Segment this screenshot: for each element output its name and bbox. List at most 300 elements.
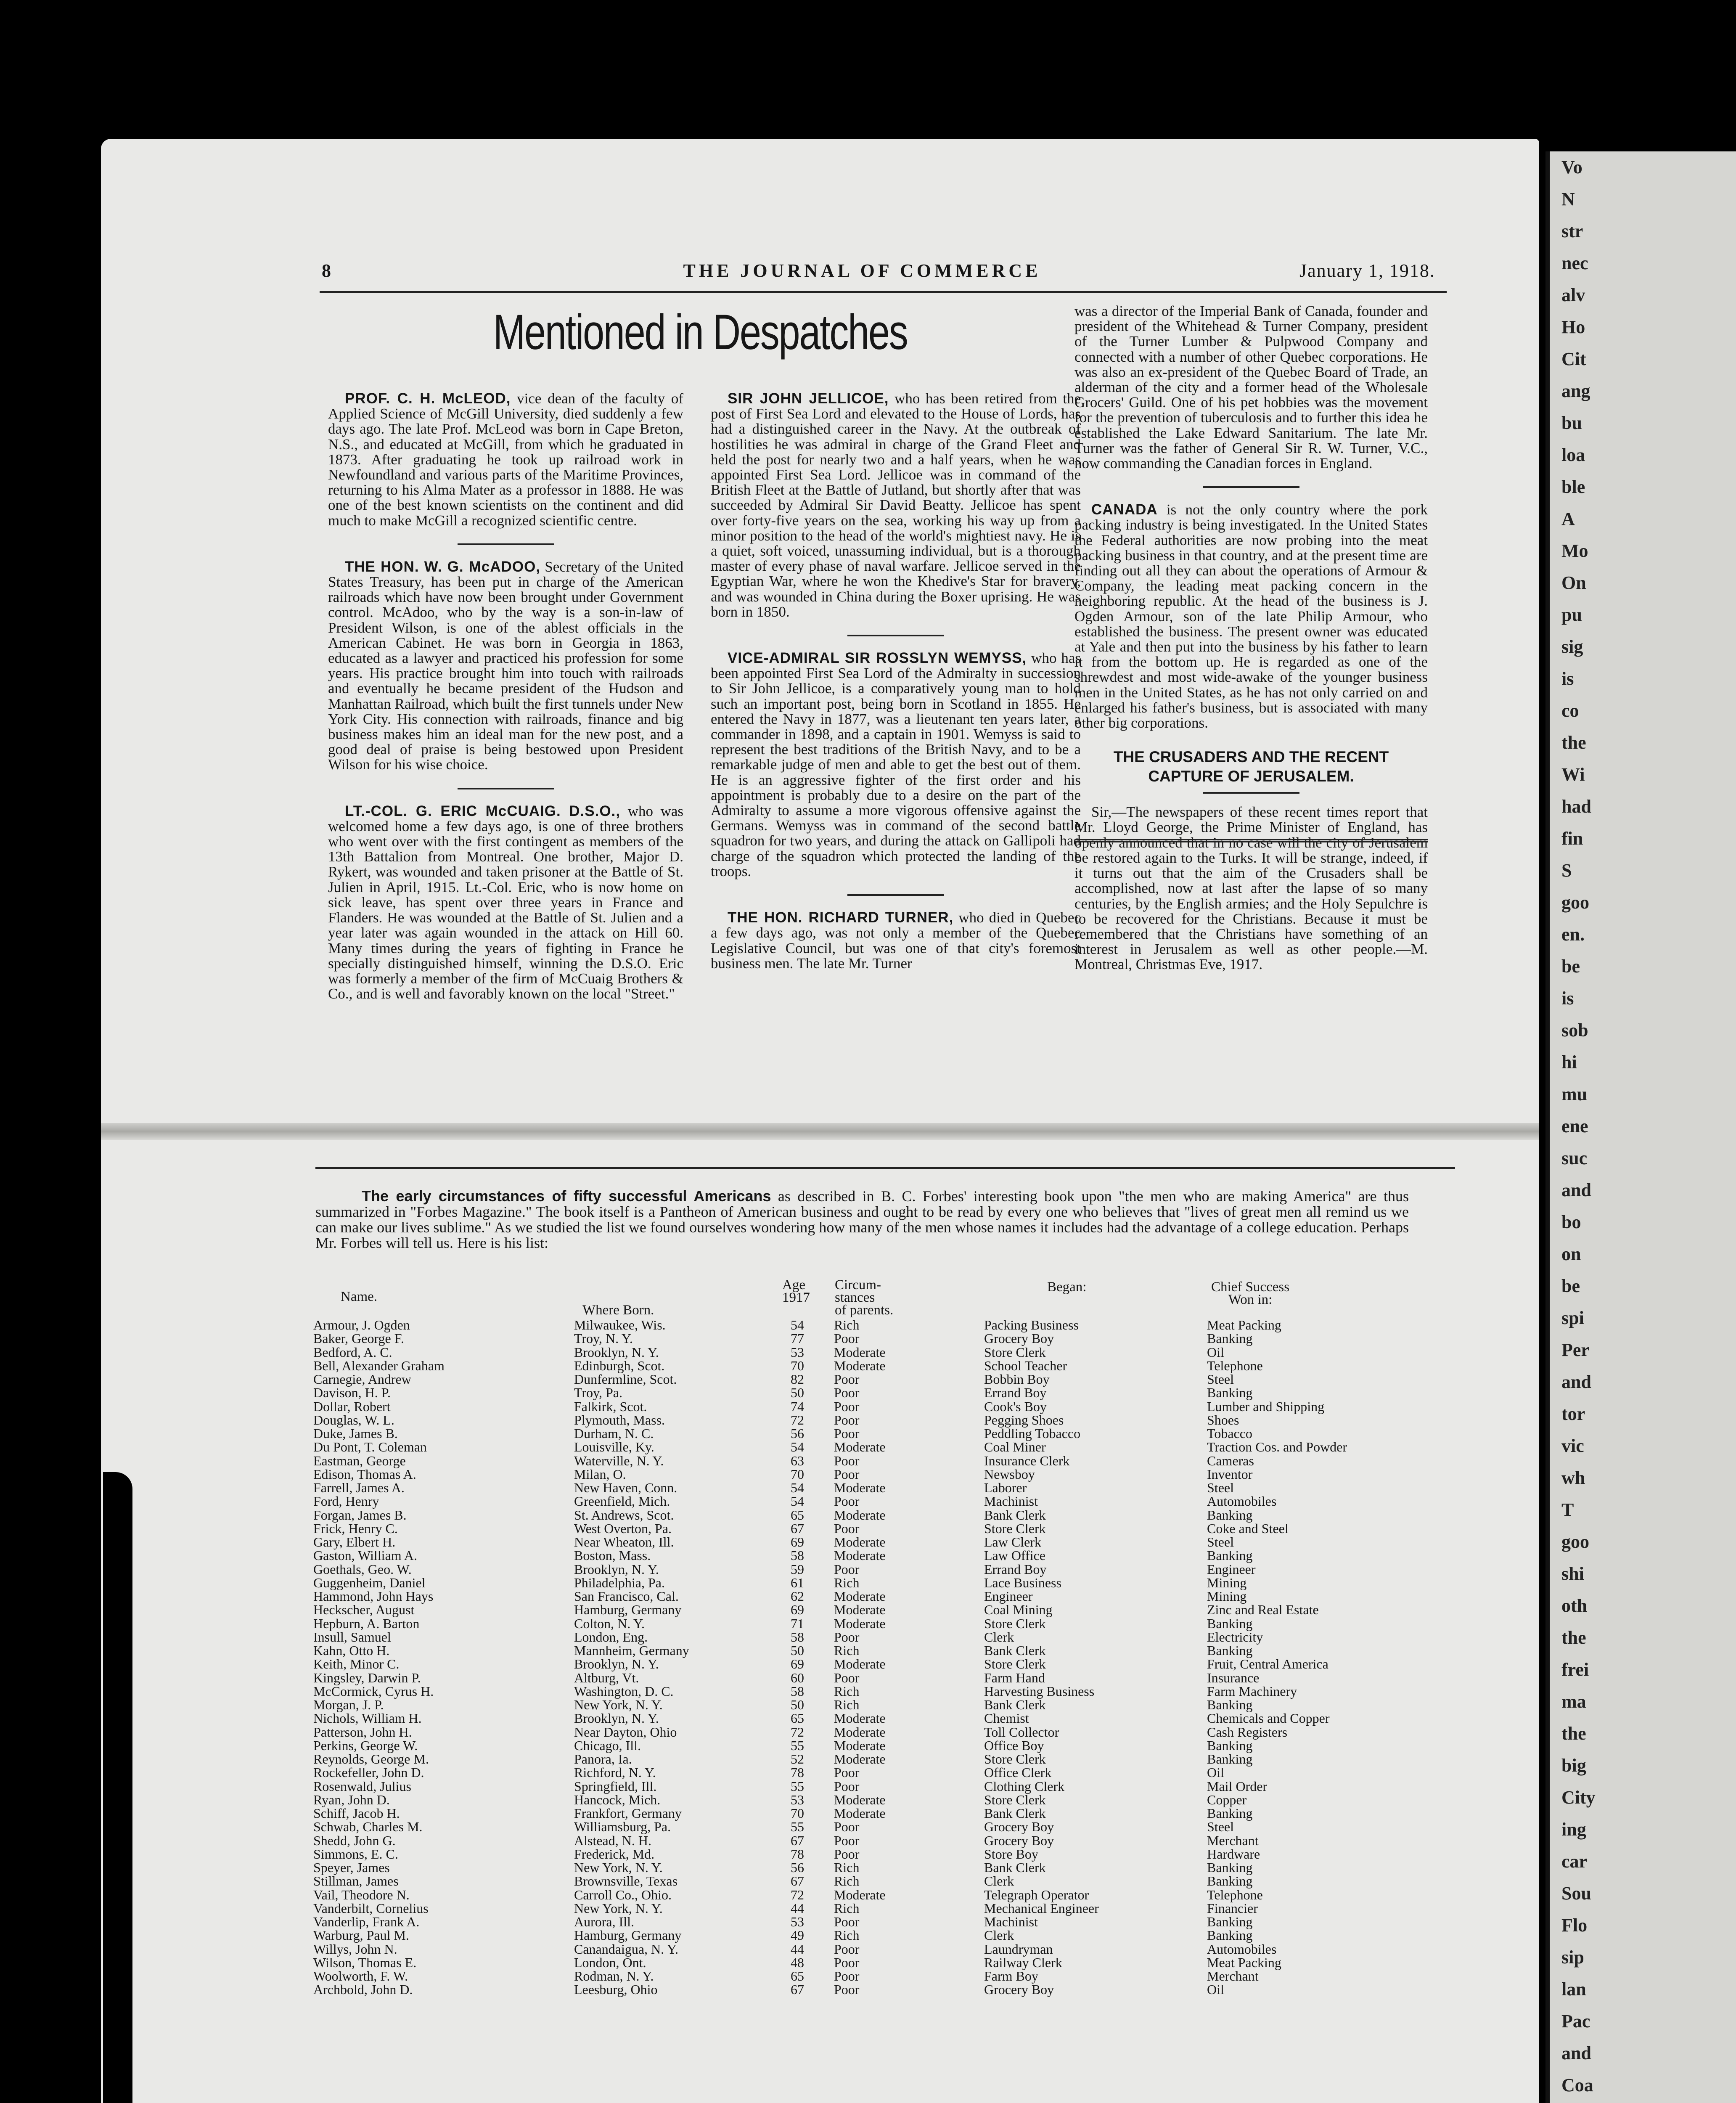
- cell-success: Mining: [1207, 1575, 1247, 1590]
- cell-circumstances: Moderate: [834, 1616, 886, 1631]
- cell-success: Automobiles: [1207, 1494, 1277, 1509]
- article-lead: SIR JOHN JELLICOE,: [728, 390, 889, 407]
- cell-began: Machinist: [984, 1914, 1038, 1929]
- cell-born: New Haven, Conn.: [574, 1480, 677, 1495]
- cell-name: Simmons, E. C.: [313, 1846, 398, 1862]
- table-row: [313, 1928, 1449, 1942]
- fragment-line: A: [1561, 509, 1575, 529]
- cell-name: Shedd, John G.: [313, 1833, 396, 1848]
- cell-began: Law Office: [984, 1548, 1045, 1563]
- cell-began: Store Clerk: [984, 1656, 1046, 1672]
- cell-age: 54: [791, 1480, 804, 1495]
- cell-began: Peddling Tobacco: [984, 1426, 1081, 1441]
- cell-age: 59: [791, 1561, 804, 1577]
- cell-born: Edinburgh, Scot.: [574, 1358, 665, 1373]
- cell-success: Banking: [1207, 1697, 1253, 1712]
- cell-success: Steel: [1207, 1534, 1234, 1549]
- table-row: [313, 1888, 1449, 1902]
- cell-age: 48: [791, 1955, 804, 1970]
- fragment-line: Wi: [1561, 764, 1585, 785]
- cell-circumstances: Moderate: [834, 1656, 886, 1672]
- letter-crusaders: Sir,—The newspapers of these recent times report that Mr. Lloyd George, the Prime Minister of England, has openly announced that in no case will the city of Jerusalem be restored again to the Turks. It will be strange, indeed, if it turns out that the aim of the Crusaders shall be accomplished, now at last after the lapse of so many centuries, by the English armies; and the Holy Sepulchre is to be recovered for the Christians. Because it must be remembered that the Christians have something of an interest in Jerusalem as well as other people.—M. Montreal, Christmas Eve, 1917.: [1074, 804, 1428, 973]
- cell-age: 53: [791, 1792, 804, 1807]
- cell-success: Shoes: [1207, 1412, 1239, 1428]
- cell-born: Richford, N. Y.: [574, 1765, 656, 1780]
- cell-born: Aurora, Ill.: [574, 1914, 635, 1929]
- cell-name: Edison, Thomas A.: [313, 1466, 416, 1482]
- cell-success: Banking: [1207, 1548, 1253, 1563]
- fragment-line: fin: [1561, 828, 1583, 849]
- article-body: is not the only country where the pork packing industry is being investigated. In the United States the Federal authorities are now probing into the meat packing business in that country, and at the present time are finding out all they can about the operations of Armour & Company, the leading meat packing concern in the neighboring republic. At the head of the business is J. Ogden Armour, son of the late Philip Armour, who established the business. The present owner was educated at Yale and then put into the business by his father to learn it from the bottom up. He is regarded as one of the shrewdest and most wide-awake of the younger business men in the United States, as he has not only carried on and enlarged his father's business, but is associated with many other big corporations.: [1074, 501, 1428, 731]
- cell-name: Farrell, James A.: [313, 1480, 405, 1495]
- cell-name: Perkins, George W.: [313, 1737, 418, 1753]
- cell-name: Kingsley, Darwin P.: [313, 1670, 421, 1685]
- cell-name: Stillman, James: [313, 1873, 399, 1889]
- cell-began: Machinist: [984, 1494, 1038, 1509]
- column-right: [1074, 304, 1428, 972]
- table-row: [313, 1413, 1449, 1427]
- cell-began: Bank Clerk: [984, 1860, 1046, 1875]
- fragment-line: Cit: [1561, 349, 1586, 369]
- cell-age: 72: [791, 1724, 804, 1740]
- article-wemyss: [711, 651, 1081, 879]
- table-row: [313, 1400, 1449, 1413]
- cell-began: Store Clerk: [984, 1792, 1046, 1807]
- page-fold: [101, 1123, 1539, 1140]
- article-turner: [711, 910, 1081, 971]
- fragment-line: goo: [1561, 1531, 1589, 1552]
- article-divider: [458, 543, 554, 545]
- cell-began: Farm Boy: [984, 1968, 1038, 1984]
- article-body: who has been appointed First Sea Lord of the Admiralty in succession to Sir John Jellicoe, is a comparatively young man to hold such an important post, being born in Scotland in 1855. He entered the Navy in 1877, was a lieutenant ten years later, a commander in 1898, and a captain in 1901. Wemyss is said to represent the best traditions of the British Navy, and to be a remarkable judge of men and able to get the best out of them. He is an aggressive fighter of the first order and his appointment is probably due to a desire on the part of the Admiralty to assume a more vigorous offensive against the Germans. Wemyss was in command of the second battle squadron for two years, and during the attack on Gallipoli had charge of the squadron which protected the landing of the troops.: [711, 650, 1081, 879]
- fragment-line: Pac: [1561, 2011, 1590, 2031]
- fragment-line: sip: [1561, 1947, 1584, 1968]
- fragment-line: wh: [1561, 1467, 1585, 1488]
- cell-age: 56: [791, 1860, 804, 1875]
- cell-circumstances: Moderate: [834, 1737, 886, 1753]
- cell-success: Merchant: [1207, 1968, 1259, 1984]
- fragment-line: the: [1561, 1723, 1586, 1744]
- cell-success: Merchant: [1207, 1833, 1259, 1848]
- table-row: [313, 1576, 1449, 1589]
- cell-circumstances: Poor: [834, 1982, 860, 1997]
- table-row: [313, 1372, 1449, 1386]
- table-row: [313, 1427, 1449, 1440]
- cell-began: Bank Clerk: [984, 1643, 1046, 1658]
- cell-circumstances: Poor: [834, 1520, 860, 1536]
- fragment-line: frei: [1561, 1659, 1589, 1680]
- cell-success: Inventor: [1207, 1466, 1253, 1482]
- cell-began: Clerk: [984, 1928, 1014, 1943]
- cell-success: Telephone: [1207, 1358, 1263, 1373]
- cell-age: 44: [791, 1900, 804, 1916]
- fragment-line: sob: [1561, 1020, 1588, 1041]
- column-header-born: Where Born.: [582, 1303, 654, 1318]
- column-header-success: Chief Success Won in:: [1211, 1279, 1290, 1307]
- cell-began: Packing Business: [984, 1317, 1079, 1332]
- cell-age: 62: [791, 1589, 804, 1604]
- cell-born: Durham, N. C.: [574, 1426, 654, 1441]
- fragment-line: On: [1561, 572, 1586, 593]
- article-mcleod: [328, 391, 683, 528]
- fragment-line: str: [1561, 221, 1583, 241]
- cell-name: Carnegie, Andrew: [313, 1372, 411, 1387]
- cell-age: 69: [791, 1602, 804, 1618]
- cell-circumstances: Rich: [834, 1317, 860, 1332]
- cell-born: Boston, Mass.: [574, 1548, 651, 1563]
- table-row: [313, 1820, 1449, 1833]
- table-row: [313, 1345, 1449, 1359]
- cell-began: Clerk: [984, 1629, 1014, 1645]
- cell-name: Warburg, Paul M.: [313, 1928, 409, 1943]
- cell-name: McCormick, Cyrus H.: [313, 1683, 434, 1699]
- cell-success: Banking: [1207, 1860, 1253, 1875]
- cell-name: Guggenheim, Daniel: [313, 1575, 426, 1590]
- cell-age: 56: [791, 1426, 804, 1441]
- cell-age: 50: [791, 1385, 804, 1401]
- fragment-line: loa: [1561, 445, 1585, 465]
- fragment-line: the: [1561, 732, 1586, 753]
- cell-success: Banking: [1207, 1806, 1253, 1821]
- cell-circumstances: Poor: [834, 1372, 860, 1387]
- cell-circumstances: Moderate: [834, 1806, 886, 1821]
- cell-name: Forgan, James B.: [313, 1507, 407, 1523]
- cell-began: Engineer: [984, 1589, 1033, 1604]
- cell-name: Insull, Samuel: [313, 1629, 391, 1645]
- fragment-line: suc: [1561, 1148, 1588, 1168]
- fragment-line: bu: [1561, 413, 1582, 433]
- cell-success: Meat Packing: [1207, 1955, 1281, 1970]
- cell-circumstances: Poor: [834, 1670, 860, 1685]
- fragment-line: the: [1561, 1627, 1586, 1648]
- table-row: [313, 1535, 1449, 1549]
- cell-born: Brooklyn, N. Y.: [574, 1656, 659, 1672]
- cell-success: Steel: [1207, 1819, 1234, 1835]
- cell-born: Hamburg, Germany: [574, 1602, 682, 1618]
- cell-began: Errand Boy: [984, 1561, 1047, 1577]
- cell-circumstances: Moderate: [834, 1534, 886, 1549]
- fragment-line: car: [1561, 1851, 1588, 1872]
- cell-age: 70: [791, 1466, 804, 1482]
- cell-born: Louisville, Ky.: [574, 1439, 654, 1455]
- cell-born: Near Wheaton, Ill.: [574, 1534, 674, 1549]
- cell-success: Banking: [1207, 1643, 1253, 1658]
- cell-circumstances: Moderate: [834, 1751, 886, 1767]
- column-header-name: Name.: [341, 1289, 378, 1304]
- cell-began: Pegging Shoes: [984, 1412, 1064, 1428]
- table-row: [313, 1752, 1449, 1766]
- cell-name: Kahn, Otto H.: [313, 1643, 390, 1658]
- cell-success: Banking: [1207, 1616, 1253, 1631]
- cell-circumstances: Poor: [834, 1941, 860, 1957]
- article-body: Secretary of the United States Treasury, has been put in charge of the American railroads which have now been brought under Government control. McAdoo, who by the way is a son-in-law of President Wilson, is one of the ablest officials in the American Cabinet. He was born in Georgia in 1863, educated as a lawyer and practiced his profession for some years. His practice brought him into touch with railroads and eventually he became president of the Hudson and Manhattan Railroad, which built the first tunnels under New York City. His connection with railroads, finance and big business makes him an ideal man for the new post, and a good deal of praise is being bestowed upon President Wilson for his wise choice.: [328, 558, 684, 773]
- cell-born: Rodman, N. Y.: [574, 1968, 654, 1984]
- cell-age: 53: [791, 1914, 804, 1929]
- table-row: [313, 1671, 1449, 1685]
- cell-success: Zinc and Real Estate: [1207, 1602, 1319, 1618]
- cell-name: Rosenwald, Julius: [313, 1778, 411, 1794]
- cell-age: 67: [791, 1520, 804, 1536]
- fragment-line: lan: [1561, 1979, 1586, 2000]
- cell-name: Vanderlip, Frank A.: [313, 1914, 420, 1929]
- fragment-line: ble: [1561, 477, 1585, 497]
- table-row: [313, 1644, 1449, 1657]
- cell-name: Du Pont, T. Coleman: [313, 1439, 427, 1455]
- cell-age: 58: [791, 1683, 804, 1699]
- table-row: [313, 1780, 1449, 1793]
- fragment-line: be: [1561, 956, 1580, 977]
- fragment-line: S: [1561, 860, 1572, 881]
- cell-circumstances: Poor: [834, 1494, 860, 1509]
- cell-began: Railway Clerk: [984, 1955, 1062, 1970]
- cell-began: Bank Clerk: [984, 1697, 1046, 1712]
- article-body: who died in Quebec a few days ago, was not only a member of the Quebec Legislative Council, but was one of that city's foremost business men. The late Mr. Turner: [711, 909, 1081, 972]
- cell-born: London, Eng.: [574, 1629, 648, 1645]
- cell-name: Schiff, Jacob H.: [313, 1806, 400, 1821]
- table-row: [313, 1766, 1449, 1779]
- cell-success: Financier: [1207, 1900, 1258, 1916]
- cell-circumstances: Moderate: [834, 1602, 886, 1618]
- cell-name: Reynolds, George M.: [313, 1751, 429, 1767]
- fragment-line: Ho: [1561, 317, 1585, 337]
- cell-age: 60: [791, 1670, 804, 1685]
- cell-name: Vanderbilt, Cornelius: [313, 1900, 429, 1916]
- cell-age: 65: [791, 1968, 804, 1984]
- article-divider: [458, 788, 554, 789]
- table-row: [313, 1711, 1449, 1725]
- cell-born: Milwaukee, Wis.: [574, 1317, 666, 1332]
- table-row: [313, 1522, 1449, 1535]
- cell-success: Telephone: [1207, 1887, 1263, 1902]
- page-number: 8: [322, 260, 332, 281]
- table-row: [313, 1969, 1449, 1983]
- cell-age: 58: [791, 1548, 804, 1563]
- cell-began: Clerk: [984, 1873, 1014, 1889]
- cell-circumstances: Poor: [834, 1955, 860, 1970]
- article-body: vice dean of the faculty of Applied Science of McGill University, died suddenly a few days ago. The late Prof. McLeod was born in Cape Breton, N.S., and educated at McGill, from which he graduated in 1873. After graduating he took up railroad work in Newfoundland and various parts of the Maritime Provinces, returning to his Alma Mater as a professor in 1888. He was one of the best known scientists on the continent and did much to make McGill a recognized scientific centre.: [328, 390, 684, 529]
- cell-age: 78: [791, 1765, 804, 1780]
- cell-began: Law Clerk: [984, 1534, 1041, 1549]
- cell-born: Frankfort, Germany: [574, 1806, 682, 1821]
- cell-born: Chicago, Ill.: [574, 1737, 641, 1753]
- cell-circumstances: Poor: [834, 1833, 860, 1848]
- table-row: [313, 1725, 1449, 1739]
- fragment-line: nec: [1561, 253, 1588, 273]
- cell-age: 78: [791, 1846, 804, 1862]
- table-row: [313, 1467, 1449, 1481]
- cell-began: School Teacher: [984, 1358, 1067, 1373]
- cell-circumstances: Poor: [834, 1765, 860, 1780]
- cell-name: Wilson, Thomas E.: [313, 1955, 417, 1970]
- cell-began: Lace Business: [984, 1575, 1061, 1590]
- cell-born: Brooklyn, N. Y.: [574, 1344, 659, 1360]
- article-lead: CANADA: [1091, 501, 1158, 518]
- cell-circumstances: Poor: [834, 1819, 860, 1835]
- cell-born: Troy, N. Y.: [574, 1331, 633, 1346]
- cell-name: Duke, James B.: [313, 1426, 398, 1441]
- cell-success: Oil: [1207, 1344, 1224, 1360]
- article-divider: [1203, 792, 1299, 794]
- cell-success: Cameras: [1207, 1453, 1254, 1468]
- cell-born: Plymouth, Mass.: [574, 1412, 665, 1428]
- cell-name: Archbold, John D.: [313, 1982, 413, 1997]
- fragment-line: is: [1561, 988, 1574, 1009]
- table-row: [313, 1847, 1449, 1861]
- cell-age: 70: [791, 1358, 804, 1373]
- cell-name: Bedford, A. C.: [313, 1344, 392, 1360]
- fragment-line: tor: [1561, 1404, 1585, 1424]
- cell-born: Brooklyn, N. Y.: [574, 1711, 659, 1726]
- cell-success: Steel: [1207, 1372, 1234, 1387]
- cell-success: Automobiles: [1207, 1941, 1277, 1957]
- cell-name: Hepburn, A. Barton: [313, 1616, 420, 1631]
- cell-born: Alstead, N. H.: [574, 1833, 651, 1848]
- cell-born: London, Ont.: [574, 1955, 646, 1970]
- cell-age: 50: [791, 1697, 804, 1712]
- fragment-line: big: [1561, 1755, 1586, 1776]
- cell-began: Farm Hand: [984, 1670, 1045, 1685]
- forbes-lead: The early circumstances of fifty successful Americans: [362, 1187, 771, 1205]
- cell-born: Carroll Co., Ohio.: [574, 1887, 672, 1902]
- cell-began: Bank Clerk: [984, 1507, 1046, 1523]
- table-row: [313, 1942, 1449, 1956]
- fragment-line: ang: [1561, 381, 1590, 401]
- cell-born: Panora, Ia.: [574, 1751, 632, 1767]
- fragment-line: pu: [1561, 604, 1582, 625]
- fragment-line: en.: [1561, 924, 1585, 945]
- table-row: [313, 1563, 1449, 1576]
- cell-success: Electricity: [1207, 1629, 1263, 1645]
- cell-born: Brownsville, Texas: [574, 1873, 678, 1889]
- article-jellicoe: [711, 391, 1081, 620]
- cell-age: 63: [791, 1453, 804, 1468]
- cell-circumstances: Poor: [834, 1846, 860, 1862]
- cell-born: Frederick, Md.: [574, 1846, 655, 1862]
- table-row: [313, 1956, 1449, 1969]
- cell-age: 50: [791, 1643, 804, 1658]
- cell-born: Troy, Pa.: [574, 1385, 622, 1401]
- cell-born: Greenfield, Mich.: [574, 1494, 670, 1509]
- column-middle: [711, 391, 1081, 971]
- cell-began: Newsboy: [984, 1466, 1035, 1482]
- cell-born: San Francisco, Cal.: [574, 1589, 679, 1604]
- cell-circumstances: Rich: [834, 1643, 860, 1658]
- cell-circumstances: Poor: [834, 1385, 860, 1401]
- fragment-line: and: [1561, 1180, 1591, 1200]
- cell-began: Coal Miner: [984, 1439, 1046, 1455]
- cell-born: Near Dayton, Ohio: [574, 1724, 677, 1740]
- fragment-line: ing: [1561, 1819, 1586, 1840]
- article-lead: THE HON. RICHARD TURNER,: [728, 909, 954, 926]
- cell-began: Store Boy: [984, 1846, 1038, 1862]
- cell-circumstances: Poor: [834, 1412, 860, 1428]
- article-lead: VICE-ADMIRAL SIR ROSSLYN WEMYSS,: [728, 650, 1027, 667]
- cell-success: Meat Packing: [1207, 1317, 1281, 1332]
- fragment-line: had: [1561, 796, 1591, 817]
- cell-age: 65: [791, 1711, 804, 1726]
- cell-success: Banking: [1207, 1928, 1253, 1943]
- cell-circumstances: Poor: [834, 1453, 860, 1468]
- cell-circumstances: Rich: [834, 1575, 860, 1590]
- cell-circumstances: Moderate: [834, 1711, 886, 1726]
- cell-name: Morgan, J. P.: [313, 1697, 384, 1712]
- table-row: [313, 1494, 1449, 1508]
- cell-age: 53: [791, 1344, 804, 1360]
- cell-born: Falkirk, Scot.: [574, 1398, 647, 1414]
- cell-began: Coal Mining: [984, 1602, 1053, 1618]
- cell-circumstances: Poor: [834, 1331, 860, 1346]
- cell-success: Banking: [1207, 1385, 1253, 1401]
- cell-born: St. Andrews, Scot.: [574, 1507, 674, 1523]
- cell-age: 67: [791, 1982, 804, 1997]
- cell-age: 49: [791, 1928, 804, 1943]
- cell-circumstances: Poor: [834, 1629, 860, 1645]
- cell-name: Goethals, Geo. W.: [313, 1561, 412, 1577]
- cell-age: 77: [791, 1331, 804, 1346]
- cell-success: Engineer: [1207, 1561, 1256, 1577]
- cell-began: Cook's Boy: [984, 1398, 1047, 1414]
- cell-began: Bank Clerk: [984, 1806, 1046, 1821]
- table-row: [313, 1359, 1449, 1372]
- fragment-line: City: [1561, 1787, 1596, 1808]
- cell-success: Copper: [1207, 1792, 1247, 1807]
- cell-began: Store Clerk: [984, 1616, 1046, 1631]
- table-row: [313, 1806, 1449, 1820]
- cell-age: 71: [791, 1616, 804, 1631]
- section-rule: [315, 1167, 1455, 1169]
- forbes-table: [313, 1318, 1449, 1997]
- cell-name: Bell, Alexander Graham: [313, 1358, 445, 1373]
- article-divider: [847, 635, 944, 636]
- cell-success: Oil: [1207, 1765, 1224, 1780]
- cell-born: Dunfermline, Scot.: [574, 1372, 677, 1387]
- cell-began: Store Clerk: [984, 1751, 1046, 1767]
- cell-began: Office Clerk: [984, 1765, 1052, 1780]
- cell-born: Hancock, Mich.: [574, 1792, 661, 1807]
- fragment-line: bo: [1561, 1212, 1581, 1232]
- cell-circumstances: Rich: [834, 1900, 860, 1916]
- cell-began: Office Boy: [984, 1737, 1044, 1753]
- fragment-line: on: [1561, 1244, 1581, 1264]
- header-rule: [320, 291, 1447, 293]
- cell-success: Mail Order: [1207, 1778, 1268, 1794]
- cell-success: Lumber and Shipping: [1207, 1398, 1325, 1414]
- fragment-line: N: [1561, 189, 1575, 209]
- cell-success: Banking: [1207, 1751, 1253, 1767]
- fragment-line: is: [1561, 668, 1574, 689]
- cell-success: Farm Machinery: [1207, 1683, 1297, 1699]
- cell-began: Chemist: [984, 1711, 1029, 1726]
- cell-born: Hamburg, Germany: [574, 1928, 682, 1943]
- cell-began: Laborer: [984, 1480, 1027, 1495]
- fragment-line: alv: [1561, 285, 1585, 305]
- article-lead: LT.-COL. G. ERIC McCUAIG. D.S.O.,: [345, 803, 621, 819]
- cell-success: Banking: [1207, 1914, 1253, 1929]
- cell-success: Banking: [1207, 1331, 1253, 1346]
- article-canada: [1074, 502, 1428, 731]
- table-row: [313, 1508, 1449, 1522]
- cell-age: 67: [791, 1833, 804, 1848]
- article-body: who was welcomed home a few days ago, is one of three brothers who went over with the first contingent as members of the 13th Battalion from Montreal. One brother, Major D. Rykert, was wounded and taken prisoner at the Battle of St. Julien in April, 1915. Lt.-Col. Eric, who is now home on sick leave, has spent over three years in France and Flanders. He was wounded at the Battle of St. Julien and a year later was again wounded in the attack on Hill 60. Many times during the years of fighting in France he specially distinguished himself, winning the D.S.O. Eric was formerly a member of the firm of McCuaig Brothers & Co., and is well and favorably known on the local "Street.": [328, 803, 684, 1002]
- cell-born: West Overton, Pa.: [574, 1520, 672, 1536]
- table-row: [313, 1739, 1449, 1752]
- table-row: [313, 1440, 1449, 1454]
- table-row: [313, 1902, 1449, 1915]
- forbes-body: as described in B. C. Forbes' interesting book upon "the men who are making America" are thus summarized in "Forbes Magazine." The book itself is a Pantheon of American business and ought to be read by every one who believes that "lives of great men all remind us we can make our lives sublime." As we studied the list we found ourselves wondering how many of the men whose names it includes had the advantage of a college education. Perhaps Mr. Forbes will tell us. Here is his list:: [315, 1188, 1409, 1251]
- table-row: [313, 1549, 1449, 1562]
- table-row: [313, 1685, 1449, 1698]
- cell-circumstances: Moderate: [834, 1480, 886, 1495]
